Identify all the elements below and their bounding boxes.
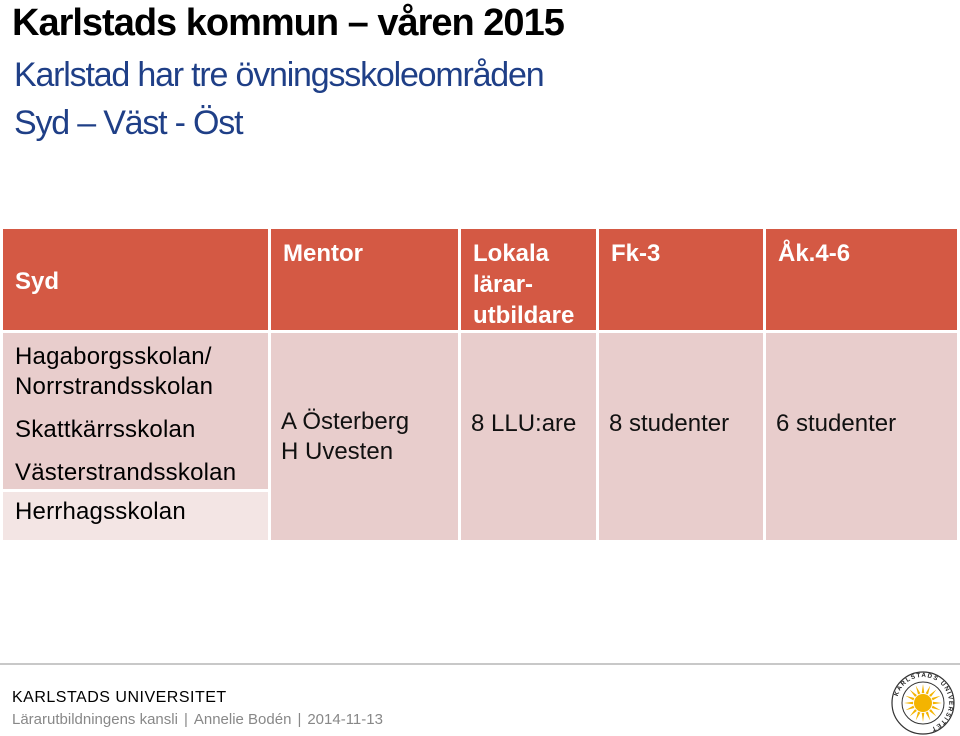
footer-subline [12,711,383,728]
footer-separator-2: | [297,711,302,728]
school-herrhag-cell [3,492,268,540]
header-lokala-line1: Lokala [473,240,550,267]
footer-university: KARLSTADS UNIVERSITET [12,689,227,706]
school-herrhag: Herrhagsskolan [15,498,186,525]
header-ak46: Åk.4-6 [766,229,957,330]
header-fk3: Fk-3 [599,229,763,330]
mentor-2: H Uvesten [281,438,394,465]
mentor-1: A Österberg [281,408,410,435]
school-vasterstrand: Västerstrandsskolan [15,459,237,486]
ak46-cell: 6 studenter [766,333,957,540]
footer-separator-1: | [183,711,188,728]
llu-cell: 8 LLU:are [461,333,596,540]
header-mentor: Mentor [271,229,458,330]
header-lokala [461,229,596,330]
area-subtitle: Syd – Väst - Öst [14,104,243,142]
footer-divider [0,663,960,665]
school-list [3,333,268,489]
footer-date: 2014-11-13 [307,711,383,728]
school-skattkarr: Skattkärrsskolan [15,416,196,443]
footer-person: Annelie Bodén [193,711,292,728]
header-lokala-line3: utbildare [473,302,575,329]
mentor-cell [271,333,458,540]
fk3-cell: 8 studenter [599,333,763,540]
schools-table [3,229,957,538]
school-hagaborg: Hagaborgsskolan/ [15,343,212,370]
header-area: Syd [3,229,268,330]
header-lokala-line2: lärar- [473,271,534,298]
university-logo [890,670,956,736]
page-title: Karlstads kommun – våren 2015 [12,2,564,44]
subtitle: Karlstad har tre övningsskoleområden [14,56,544,94]
school-norrstrand: Norrstrandsskolan [15,373,214,400]
logo-text: KARLSTADS UNIVERSITET [892,671,955,733]
footer-department: Lärarutbildningens kansli [12,711,178,728]
